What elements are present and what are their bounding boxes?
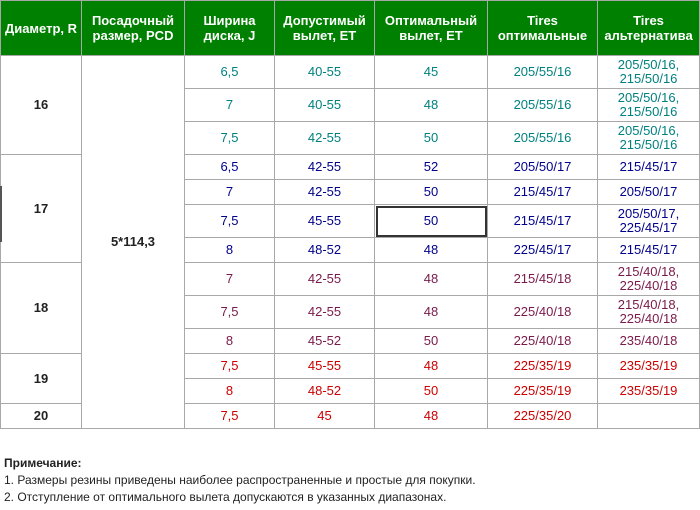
width-cell: 8	[185, 329, 275, 354]
width-cell: 7,5	[185, 354, 275, 379]
diameter-cell: 16	[1, 56, 82, 155]
optimal-offset-cell: 48	[375, 89, 488, 122]
header-row	[1, 1, 700, 56]
tire-alternative-cell	[598, 89, 700, 122]
notes-line-2: 2. Отступление от оптимального вылета допускаются в указанных диапазонах.	[4, 490, 447, 504]
tire-alternative-line: 215/50/16	[619, 71, 678, 86]
width-cell: 6,5	[185, 155, 275, 180]
header-optimal-offset: Оптимальный вылет, ЕТ	[375, 1, 488, 56]
width-cell: 7,5	[185, 404, 275, 429]
optimal-offset-cell: 52	[375, 155, 488, 180]
tire-optimal-cell: 205/55/16	[488, 56, 598, 89]
notes-title: Примечание:	[4, 456, 82, 470]
tire-alternative-cell	[598, 296, 700, 329]
tire-alternative-line: 215/45/17	[619, 242, 678, 257]
tire-alternative-cell	[598, 122, 700, 155]
diameter-cell: 19	[1, 354, 82, 404]
tire-alternative-line: 205/50/17	[619, 184, 678, 199]
tire-optimal-cell: 225/35/19	[488, 379, 598, 404]
header-pcd: Посадочный размер, PCD	[82, 1, 185, 56]
allowed-offset-cell: 40-55	[275, 56, 375, 89]
tire-optimal-cell: 205/55/16	[488, 89, 598, 122]
optimal-offset-cell: 48	[375, 354, 488, 379]
tire-alternative-line: 215/40/18,	[617, 297, 680, 312]
width-cell: 7,5	[185, 205, 275, 238]
notes-block	[4, 455, 476, 506]
width-cell: 7,5	[185, 122, 275, 155]
width-cell: 7	[185, 89, 275, 122]
header-diameter: Диаметр, R	[1, 1, 82, 56]
width-cell: 8	[185, 379, 275, 404]
allowed-offset-cell: 42-55	[275, 122, 375, 155]
tire-alternative-line: 225/40/18	[619, 278, 678, 293]
tire-alternative-line: 215/50/16	[619, 104, 678, 119]
allowed-offset-cell: 40-55	[275, 89, 375, 122]
tire-optimal-cell: 205/50/17	[488, 155, 598, 180]
optimal-offset-cell: 48	[375, 263, 488, 296]
selected-cell[interactable]: 50	[375, 205, 488, 238]
width-cell: 7	[185, 263, 275, 296]
optimal-offset-cell: 50	[375, 180, 488, 205]
tire-alternative-cell	[598, 155, 700, 180]
tire-alternative-cell	[598, 354, 700, 379]
allowed-offset-cell: 45-55	[275, 354, 375, 379]
row-resize-marker	[0, 186, 2, 242]
tire-alternative-cell	[598, 180, 700, 205]
tire-alternative-cell	[598, 329, 700, 354]
tire-alternative-line: 205/50/16,	[617, 57, 680, 72]
tire-alternative-line: 225/45/17	[619, 220, 678, 235]
tire-optimal-cell: 225/40/18	[488, 296, 598, 329]
tire-alternative-line: 215/40/18,	[617, 264, 680, 279]
allowed-offset-cell: 42-55	[275, 155, 375, 180]
tire-optimal-cell: 225/45/17	[488, 238, 598, 263]
tire-alternative-cell	[598, 238, 700, 263]
tire-alternative-line: 205/50/17,	[617, 206, 680, 221]
header-tires-optimal: Tires оптимальные	[488, 1, 598, 56]
diameter-cell: 18	[1, 263, 82, 354]
optimal-offset-cell: 48	[375, 238, 488, 263]
tire-alternative-line: 205/50/16,	[617, 123, 680, 138]
width-cell: 8	[185, 238, 275, 263]
table-row	[1, 56, 700, 89]
tire-optimal-cell: 225/35/19	[488, 354, 598, 379]
allowed-offset-cell: 45-52	[275, 329, 375, 354]
tire-alternative-line: 225/40/18	[619, 311, 678, 326]
tire-optimal-cell: 215/45/18	[488, 263, 598, 296]
notes-line-1: 1. Размеры резины приведены наиболее распространенные и простые для покупки.	[4, 473, 476, 487]
pcd-cell: 5*114,3	[82, 56, 185, 429]
tire-alternative-cell	[598, 404, 700, 429]
header-tires-alternative: Tires альтернатива	[598, 1, 700, 56]
tire-optimal-cell: 225/35/20	[488, 404, 598, 429]
width-cell: 6,5	[185, 56, 275, 89]
optimal-offset-cell: 50	[375, 122, 488, 155]
tire-optimal-cell: 215/45/17	[488, 180, 598, 205]
tire-alternative-line: 205/50/16,	[617, 90, 680, 105]
tire-alternative-line: 215/50/16	[619, 137, 678, 152]
tire-alternative-line: 235/35/19	[619, 383, 678, 398]
diameter-cell: 17	[1, 155, 82, 263]
allowed-offset-cell: 42-55	[275, 263, 375, 296]
table-body	[1, 56, 700, 429]
allowed-offset-cell: 48-52	[275, 238, 375, 263]
allowed-offset-cell: 48-52	[275, 379, 375, 404]
header-allowed-offset: Допустимый вылет, ЕТ	[275, 1, 375, 56]
allowed-offset-cell: 45	[275, 404, 375, 429]
optimal-offset-cell: 45	[375, 56, 488, 89]
tire-alternative-cell	[598, 56, 700, 89]
tire-alternative-line: 235/35/19	[619, 358, 678, 373]
optimal-offset-cell: 48	[375, 404, 488, 429]
width-cell: 7,5	[185, 296, 275, 329]
allowed-offset-cell: 42-55	[275, 296, 375, 329]
tire-alternative-cell	[598, 263, 700, 296]
allowed-offset-cell: 45-55	[275, 205, 375, 238]
tire-optimal-cell: 215/45/17	[488, 205, 598, 238]
optimal-offset-cell: 50	[375, 379, 488, 404]
tire-optimal-cell: 205/55/16	[488, 122, 598, 155]
tire-alternative-cell	[598, 205, 700, 238]
header-width: Ширина диска, J	[185, 1, 275, 56]
tire-alternative-line: 215/45/17	[619, 159, 678, 174]
width-cell: 7	[185, 180, 275, 205]
optimal-offset-cell: 50	[375, 329, 488, 354]
allowed-offset-cell: 42-55	[275, 180, 375, 205]
tire-optimal-cell: 225/40/18	[488, 329, 598, 354]
optimal-offset-cell: 48	[375, 296, 488, 329]
tire-alternative-line: 235/40/18	[619, 333, 678, 348]
tire-alternative-cell	[598, 379, 700, 404]
diameter-cell: 20	[1, 404, 82, 429]
